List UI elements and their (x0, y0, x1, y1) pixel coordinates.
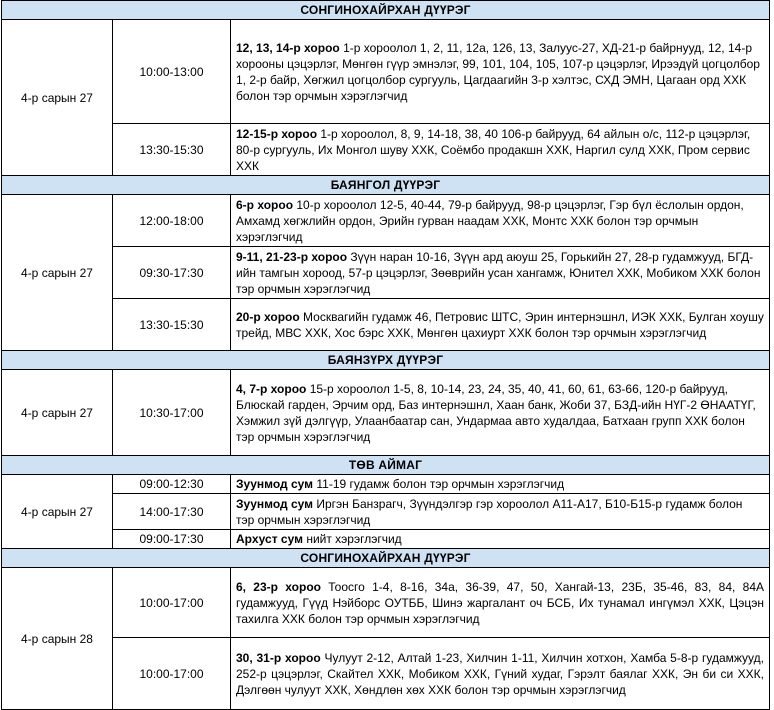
date-cell: 4-р сарын 27 (2, 370, 113, 456)
time-cell: 09:00-17:30 (113, 530, 231, 549)
table-row (2, 530, 770, 549)
table-row (2, 195, 770, 247)
district-khoroo: 30, 31-р хороо (236, 651, 321, 665)
location-cell (231, 638, 770, 710)
time-cell: 14:00-17:30 (113, 494, 231, 530)
table-row (2, 247, 770, 299)
location-cell (231, 530, 770, 549)
section-header (2, 549, 770, 568)
district-khoroo: Архуст сум (236, 532, 303, 546)
location-cell (231, 247, 770, 299)
table-row (2, 299, 770, 351)
location-details: 10-р хороолол 12-5, 40-44, 79-р байрууд, 98-р цэцэрлэг, Гэр бүл ёслолын ордон, Амхамд хөгжлийн ордон, Эрийн гурван наадам ХХК, Монтс ХХК болон тэр орчмын хэрэглэгчид (236, 198, 744, 244)
time-cell: 09:00-12:30 (113, 475, 231, 494)
location-cell (231, 195, 770, 247)
section-title: БАЯНГОЛ ДҮҮРЭГ (2, 176, 770, 195)
time-cell: 10:00-17:00 (113, 568, 231, 638)
section-title: ТӨВ АЙМАГ (2, 456, 770, 475)
outage-schedule-table (1, 0, 770, 710)
district-khoroo: 6, 23-р хороо (236, 580, 321, 594)
location-cell (231, 299, 770, 351)
district-khoroo: 12-15-р хороо (236, 127, 318, 141)
table-row (2, 494, 770, 530)
section-header (2, 1, 770, 20)
location-details: 15-р хороолол 1-5, 8, 10-14, 23, 24, 35, 40, 41, 60, 61, 63-66, 120-р байрууд, Блюскай гарден, Эрчим орд, Баз интернэшнл, Хаан банк, Жоби 37, БЗД-ийн НҮГ-2 ӨНААТҮГ, Хэмжил зүй дэлгүүр, Улаанбаатар сан, Ундармаа авто худалдаа, Батхаан групп ХХК болон тэр орчмын хэрэглэгчид (236, 382, 756, 444)
time-cell: 12:00-18:00 (113, 195, 231, 247)
location-details: Иргэн Банзрагч, Зүүндэлгэр гэр хороолол А11-А17, Б10-Б15-р гудамж болон тэр орчмын хэрэглэгчид (236, 497, 743, 527)
table-row (2, 638, 770, 710)
district-khoroo: 6-р хороо (236, 198, 294, 212)
time-cell: 13:30-15:30 (113, 299, 231, 351)
location-cell (231, 124, 770, 176)
location-details: 1-р хороолол, 8, 9, 14-18, 38, 40 106-р байрууд, 64 айлын о/с, 112-р цэцэрлэг, 80-р сургууль, Их Монгол шуву ХХК, Соёмбо продакшн ХХК, Наргил сулд ХХК, Пром сервис ХХК (236, 127, 751, 173)
district-khoroo: 20-р хороо (236, 310, 300, 324)
section-header (2, 176, 770, 195)
section-title: СОНГИНОХАЙРХАН ДҮҮРЭГ (2, 549, 770, 568)
district-khoroo: Зуунмод сум (236, 497, 314, 511)
location-details: Зүүн наран 10-16, Зүүн ард аюуш 25, Горькийн 27, 28-р гудамжууд, БГД-ийн тамгын хороод, 57-р цэцэрлэг, Зөөврийн усан хангамж, Юнител ХХК, Мобиком ХХК болон тэр орчмын хэрэглэгчид (236, 250, 761, 296)
district-khoroo: 4, 7-р хороо (236, 382, 307, 396)
date-cell: 4-р сарын 28 (2, 568, 113, 710)
table-row (2, 475, 770, 494)
location-details: Чулуут 2-12, Алтай 1-23, Хилчин 1-11, Хилчин хотхон, Хамба 5-8-р гудамжууд, 252-р цэцэрлэг, Скайтел ХХК, Мобиком ХХК, Гүний худаг, Гэрэлт баялаг ХХК, Эн би си ХХК, Дэлгөөн чулуут ХХК, Хөндлөн хөх ХХК болон тэр орчмын хэрэглэгчид (236, 651, 764, 697)
location-cell (231, 494, 770, 530)
date-cell: 4-р сарын 27 (2, 195, 113, 351)
section-title: СОНГИНОХАЙРХАН ДҮҮРЭГ (2, 1, 770, 20)
section-title: БАЯНЗҮРХ ДҮҮРЭГ (2, 351, 770, 370)
location-details: 11-19 гудамж болон тэр орчмын хэрэглэгчид (313, 477, 565, 491)
district-khoroo: Зуунмод сум (236, 477, 314, 491)
district-khoroo: 9-11, 21-23-р хороо (236, 250, 348, 264)
time-cell: 09:30-17:30 (113, 247, 231, 299)
location-cell (231, 370, 770, 456)
table-row (2, 20, 770, 124)
date-cell: 4-р сарын 27 (2, 475, 113, 549)
location-cell (231, 568, 770, 638)
time-cell: 10:30-17:00 (113, 370, 231, 456)
table-row (2, 370, 770, 456)
location-details: 1-р хороолол 1, 2, 11, 12а, 126, 13, Залуус-27, ХД-21-р байрнууд, 12, 14-р хорооны цэцэрлэг, Мөнгөн гүүр эмнэлэг, 99, 101, 104, 105, 107-р цэцэрлэг, Ирээдүй цогцолбор 1, 2-р байр, Хөгжил цогцолбор сургууль, Цагдаагийн 3-р хэлтэс, СХД ЭМН, Цагаан орд ХХК болон тэр орчмын хэрэглэгчид (236, 41, 760, 103)
district-khoroo: 12, 13, 14-р хороо (236, 41, 340, 55)
location-details: Тоосго 1-4, 8-16, 34а, 36-39, 47, 50, Хангай-13, 23Б, 35-46, 83, 84, 84А гудамжууд, Гүүд Нэйборс ОУТББ, Шинэ жаргалант оч БСБ, Их тунамал ингүмэл ХХК, Цэцэн тахилга ХХК болон тэр орчмын хэрэглэгчид (236, 580, 764, 626)
location-cell (231, 20, 770, 124)
time-cell: 10:00-17:00 (113, 638, 231, 710)
time-cell: 10:00-13:00 (113, 20, 231, 124)
section-header (2, 351, 770, 370)
section-header (2, 456, 770, 475)
time-cell: 13:30-15:30 (113, 124, 231, 176)
table-row (2, 568, 770, 638)
table-row (2, 124, 770, 176)
date-cell: 4-р сарын 27 (2, 20, 113, 176)
location-cell (231, 475, 770, 494)
location-details: Москвагийн гудамж 46, Петровис ШТС, Эрин интернэшнл, ИЭК ХХК, Булган хоушу трейд, МВС ХХК, Хос бэрс ХХК, Мөнгөн цахиурт ХХК болон тэр орчмын хэрэглэгчид (236, 310, 764, 340)
location-details: нийт хэрэглэгчид (302, 532, 402, 546)
